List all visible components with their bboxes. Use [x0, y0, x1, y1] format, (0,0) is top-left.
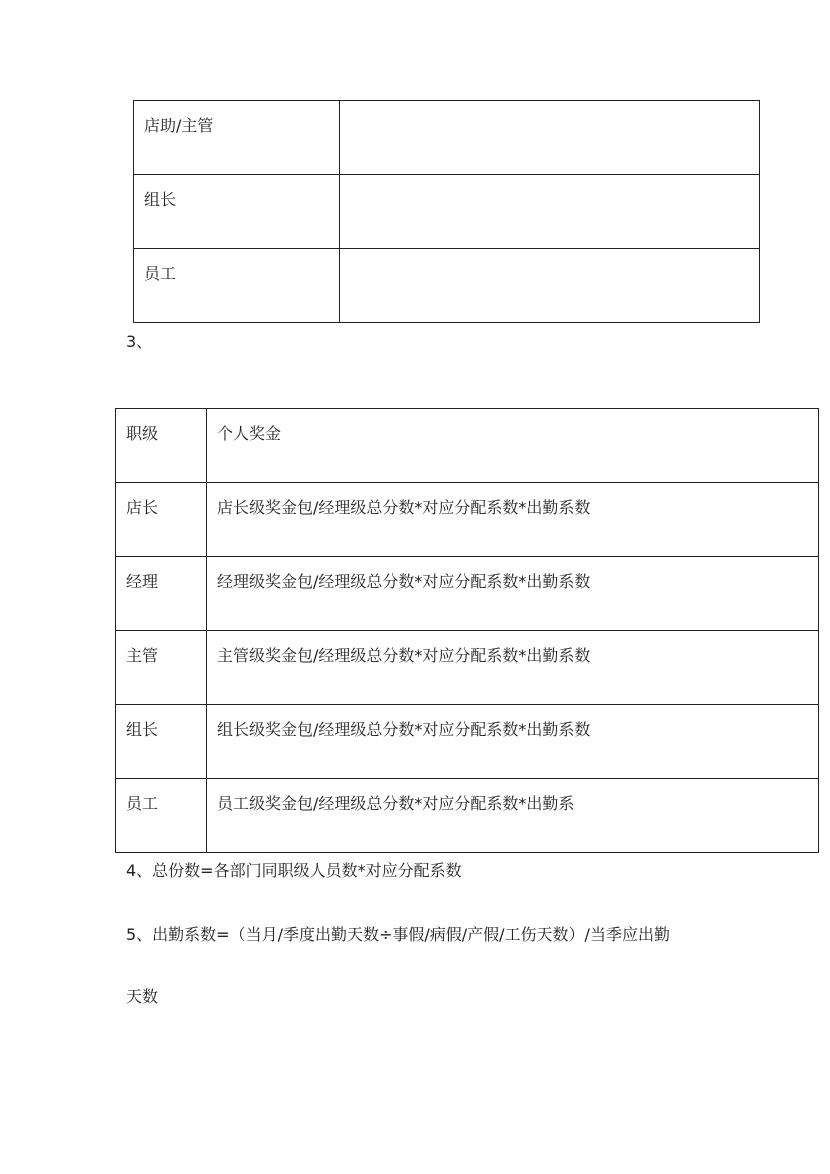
- table-header-row: [116, 409, 819, 483]
- formula-cell: 店长级奖金包/经理级总分数*对应分配系数*出勤系数: [207, 483, 819, 557]
- content-cell: [340, 101, 760, 175]
- role-cell: 组长: [134, 175, 340, 249]
- paragraph-attendance-coefficient: 5、出勤系数=（当月/季度出勤天数÷事假/病假/产假/工伤天数）/当季应出勤: [126, 925, 670, 944]
- paragraph-attendance-coefficient-continued: 天数: [126, 987, 159, 1006]
- table-row: [116, 705, 819, 779]
- table-row: [116, 779, 819, 853]
- role-cell: 经理: [116, 557, 207, 631]
- formula-cell: 组长级奖金包/经理级总分数*对应分配系数*出勤系数: [207, 705, 819, 779]
- formula-cell: 员工级奖金包/经理级总分数*对应分配系数*出勤系: [207, 779, 819, 853]
- role-cell: 店助/主管: [134, 101, 340, 175]
- formula-cell: 经理级奖金包/经理级总分数*对应分配系数*出勤系数: [207, 557, 819, 631]
- role-cell: 员工: [134, 249, 340, 323]
- table-row: [134, 249, 760, 323]
- section-3-label: 3、: [126, 332, 153, 351]
- table-row: [116, 557, 819, 631]
- role-cell: 员工: [116, 779, 207, 853]
- bonus-table: [115, 408, 819, 853]
- content-cell: [340, 175, 760, 249]
- formula-cell: 主管级奖金包/经理级总分数*对应分配系数*出勤系数: [207, 631, 819, 705]
- table-row: [116, 631, 819, 705]
- paragraph-total-shares: 4、总份数=各部门同职级人员数*对应分配系数: [126, 861, 462, 880]
- role-cell: 主管: [116, 631, 207, 705]
- header-formula-cell: 个人奖金: [207, 409, 819, 483]
- content-cell: [340, 249, 760, 323]
- table-row: [116, 483, 819, 557]
- header-role-cell: 职级: [116, 409, 207, 483]
- role-table-top: [133, 100, 760, 323]
- role-cell: 组长: [116, 705, 207, 779]
- role-cell: 店长: [116, 483, 207, 557]
- table-row: [134, 101, 760, 175]
- table-row: [134, 175, 760, 249]
